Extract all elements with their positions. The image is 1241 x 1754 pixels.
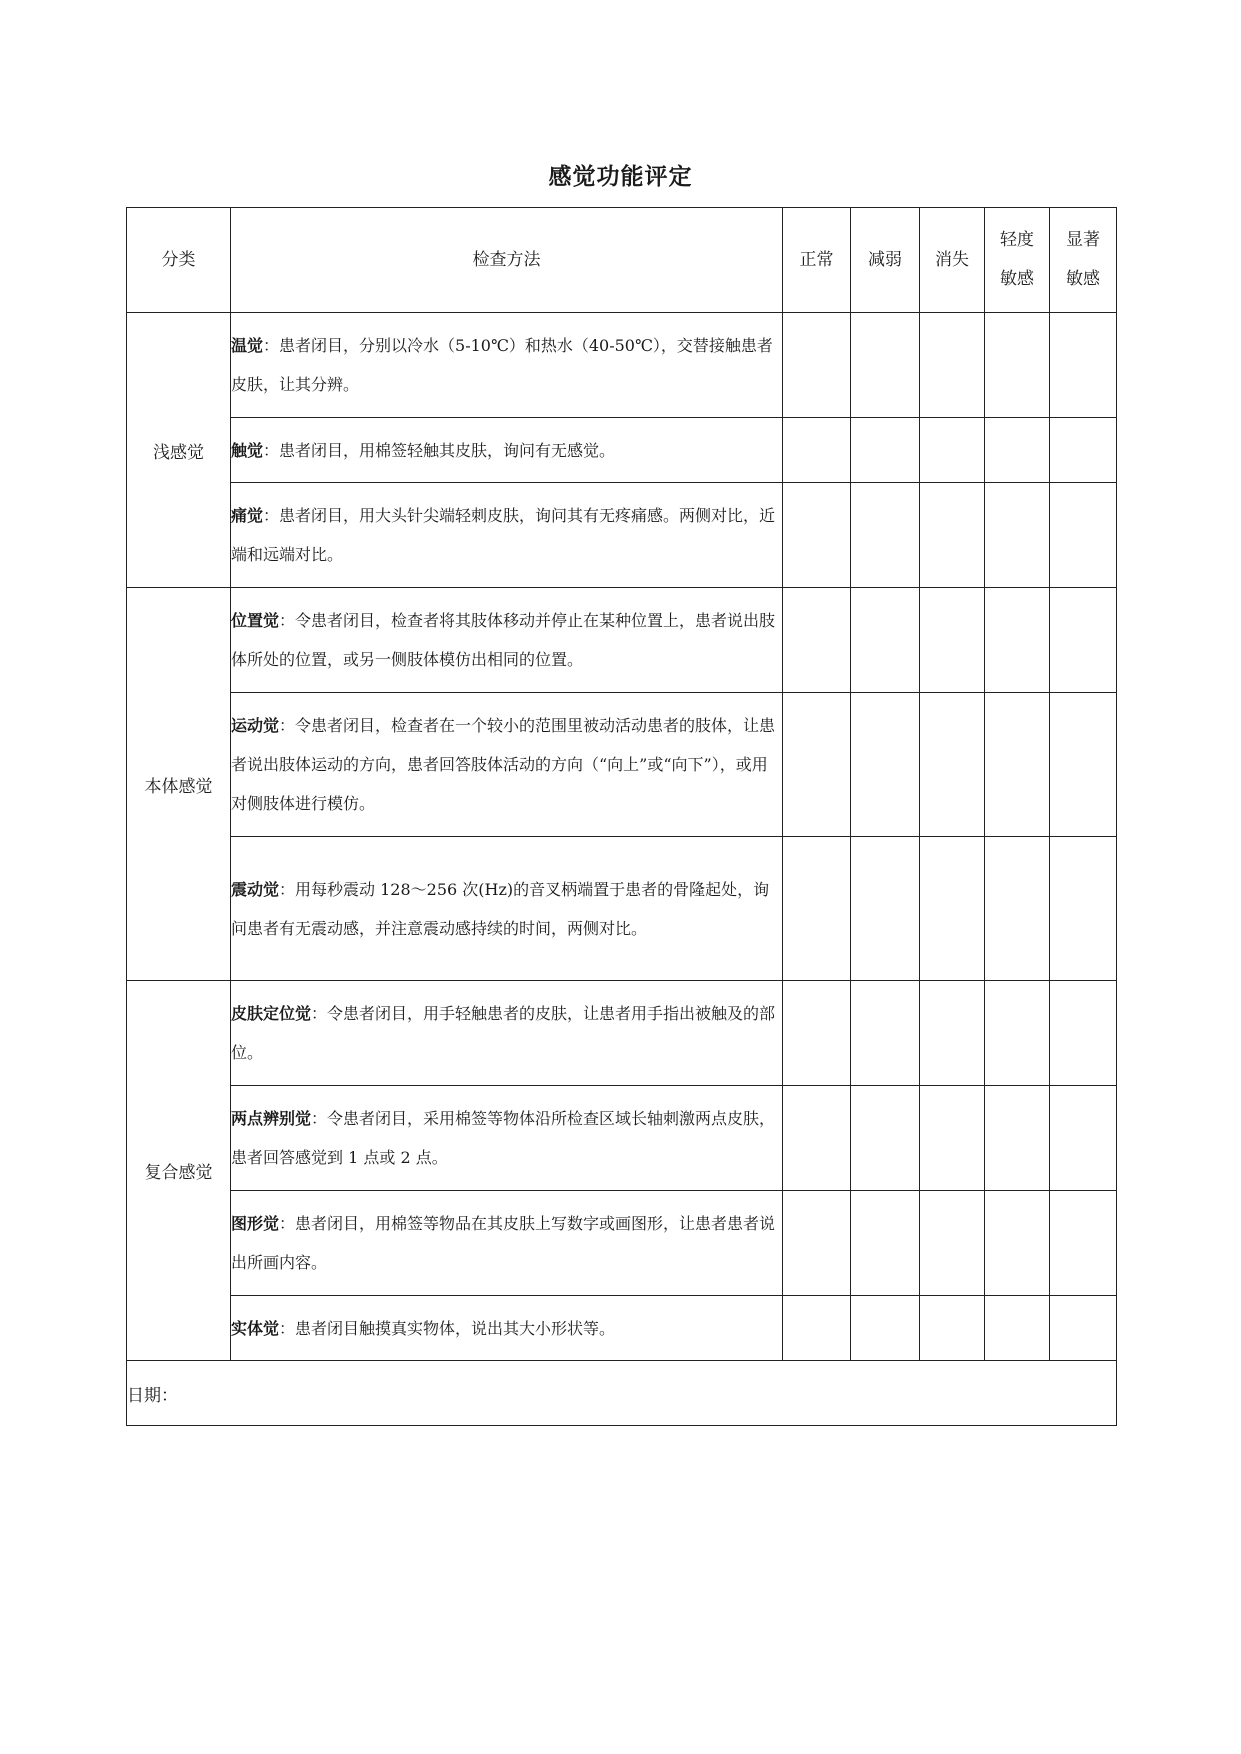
check-cell[interactable]	[920, 981, 985, 1086]
check-cell[interactable]	[783, 1191, 851, 1296]
check-cell[interactable]	[985, 837, 1050, 981]
check-cell[interactable]	[985, 1086, 1050, 1191]
check-cell[interactable]	[851, 837, 920, 981]
check-cell[interactable]	[920, 1296, 985, 1361]
check-cell[interactable]	[783, 837, 851, 981]
table-row	[127, 693, 1117, 837]
rating-header-marked-hypersensitive: 显著 敏感	[1050, 208, 1117, 313]
method-vibration: 震动觉：用每秒震动 128～256 次(Hz)的音叉柄端置于患者的骨隆起处，询问患者有无震动感，并注意震动感持续的时间，两侧对比。	[231, 837, 783, 981]
check-cell[interactable]	[851, 313, 920, 418]
check-cell[interactable]	[851, 693, 920, 837]
table-row	[127, 837, 1117, 981]
check-cell[interactable]	[851, 1086, 920, 1191]
rating-header-mild-hypersensitive: 轻度 敏感	[985, 208, 1050, 313]
check-cell[interactable]	[985, 588, 1050, 693]
date-row	[127, 1361, 1117, 1426]
table-row	[127, 313, 1117, 418]
method-kinesthesia: 运动觉：令患者闭目，检查者在一个较小的范围里被动活动患者的肢体，让患者说出肢体运动的方向，患者回答肢体活动的方向（“向上”或“向下”），或用对侧肢体进行模仿。	[231, 693, 783, 837]
check-cell[interactable]	[1050, 483, 1117, 588]
check-cell[interactable]	[985, 313, 1050, 418]
check-cell[interactable]	[851, 483, 920, 588]
method-two-point: 两点辨别觉：令患者闭目，采用棉签等物体沿所检查区域长轴刺激两点皮肤，患者回答感觉到 1 点或 2 点。	[231, 1086, 783, 1191]
check-cell[interactable]	[783, 588, 851, 693]
rating-header-absent: 消失	[920, 208, 985, 313]
check-cell[interactable]	[783, 1086, 851, 1191]
check-cell[interactable]	[920, 1086, 985, 1191]
table-row	[127, 1191, 1117, 1296]
header-row	[127, 208, 1117, 313]
check-cell[interactable]	[920, 1191, 985, 1296]
method-temperature: 温觉：患者闭目，分别以冷水（5-10℃）和热水（40-50℃），交替接触患者皮肤，让其分辨。	[231, 313, 783, 418]
check-cell[interactable]	[783, 418, 851, 483]
check-cell[interactable]	[851, 1191, 920, 1296]
check-cell[interactable]	[920, 837, 985, 981]
check-cell[interactable]	[1050, 1086, 1117, 1191]
method-position-sense: 位置觉：令患者闭目，检查者将其肢体移动并停止在某种位置上，患者说出肢体所处的位置，或另一侧肢体模仿出相同的位置。	[231, 588, 783, 693]
rating-header-reduced: 减弱	[851, 208, 920, 313]
check-cell[interactable]	[920, 313, 985, 418]
check-cell[interactable]	[851, 981, 920, 1086]
check-cell[interactable]	[1050, 693, 1117, 837]
check-cell[interactable]	[920, 588, 985, 693]
category-complex: 复合感觉	[127, 981, 231, 1361]
check-cell[interactable]	[920, 418, 985, 483]
check-cell[interactable]	[1050, 981, 1117, 1086]
check-cell[interactable]	[985, 1191, 1050, 1296]
check-cell[interactable]	[851, 588, 920, 693]
method-graphesthesia: 图形觉：患者闭目，用棉签等物品在其皮肤上写数字或画图形，让患者患者说出所画内容。	[231, 1191, 783, 1296]
table-row	[127, 483, 1117, 588]
check-cell[interactable]	[920, 693, 985, 837]
method-header: 检查方法	[231, 208, 783, 313]
check-cell[interactable]	[985, 418, 1050, 483]
check-cell[interactable]	[1050, 1296, 1117, 1361]
table-row	[127, 1296, 1117, 1361]
table-row	[127, 981, 1117, 1086]
check-cell[interactable]	[985, 981, 1050, 1086]
check-cell[interactable]	[783, 1296, 851, 1361]
category-superficial: 浅感觉	[127, 313, 231, 588]
rating-header-normal: 正常	[783, 208, 851, 313]
method-stereognosis: 实体觉：患者闭目触摸真实物体，说出其大小形状等。	[231, 1296, 783, 1361]
check-cell[interactable]	[1050, 588, 1117, 693]
check-cell[interactable]	[783, 693, 851, 837]
check-cell[interactable]	[920, 483, 985, 588]
category-header: 分类	[127, 208, 231, 313]
check-cell[interactable]	[851, 418, 920, 483]
check-cell[interactable]	[851, 1296, 920, 1361]
table-row	[127, 418, 1117, 483]
check-cell[interactable]	[1050, 837, 1117, 981]
check-cell[interactable]	[783, 981, 851, 1086]
check-cell[interactable]	[1050, 313, 1117, 418]
check-cell[interactable]	[985, 483, 1050, 588]
method-touch: 触觉：患者闭目，用棉签轻触其皮肤，询问有无感觉。	[231, 418, 783, 483]
date-label: 日期：	[127, 1385, 178, 1406]
method-pain: 痛觉：患者闭目，用大头针尖端轻刺皮肤，询问其有无疼痛感。两侧对比，近端和远端对比。	[231, 483, 783, 588]
check-cell[interactable]	[1050, 1191, 1117, 1296]
check-cell[interactable]	[783, 313, 851, 418]
method-skin-localization: 皮肤定位觉：令患者闭目，用手轻触患者的皮肤，让患者用手指出被触及的部位。	[231, 981, 783, 1086]
check-cell[interactable]	[985, 693, 1050, 837]
table-row	[127, 1086, 1117, 1191]
table-row	[127, 588, 1117, 693]
page-title: 感觉功能评定	[548, 164, 693, 190]
check-cell[interactable]	[985, 1296, 1050, 1361]
category-proprioception: 本体感觉	[127, 588, 231, 981]
sensory-assessment-table	[126, 207, 1117, 1426]
check-cell[interactable]	[1050, 418, 1117, 483]
check-cell[interactable]	[783, 483, 851, 588]
date-field[interactable]	[127, 1361, 1117, 1426]
